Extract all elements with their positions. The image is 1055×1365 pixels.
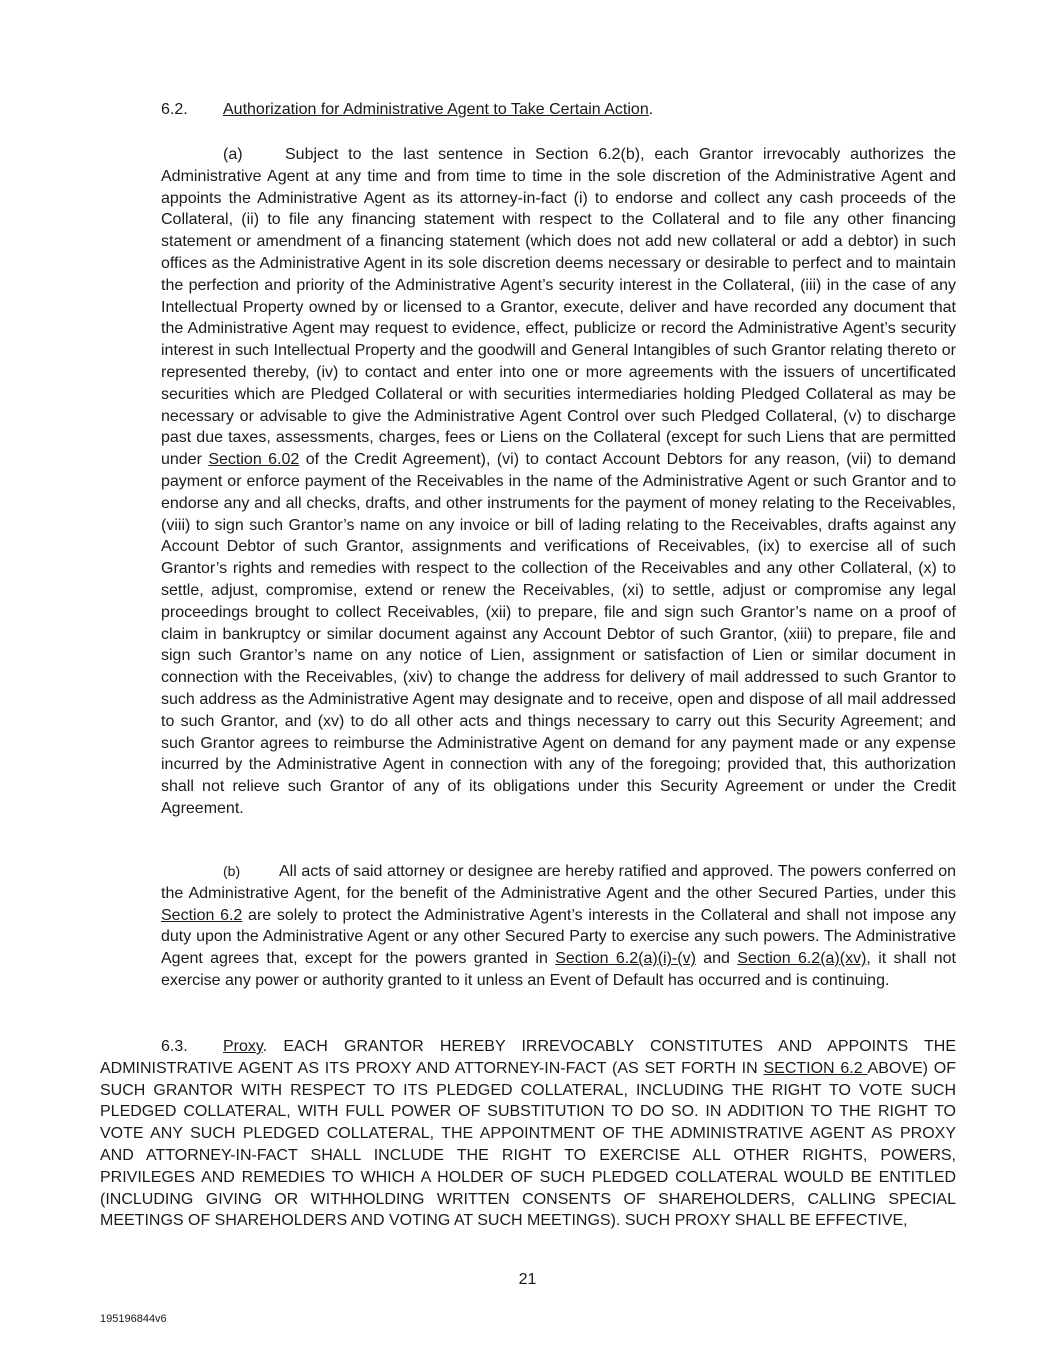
document-id: 195196844v6 <box>100 1313 167 1325</box>
section-6-2-title-end: . <box>648 101 654 118</box>
paragraph-b-text-1: All acts of said attorney or designee are hereby ratified and approved. The powers conferred on the Administrative Agent, for the benefit of the Administrative Agent and the other Secured Parties, under this <box>161 863 956 902</box>
section-6-3-number: 6.3. <box>161 1038 188 1055</box>
page-number: 21 <box>518 1271 537 1288</box>
paragraph-b-text-3: and <box>695 950 738 968</box>
paragraph-b-label: (b) <box>223 863 241 879</box>
paragraph-b <box>161 861 956 992</box>
section-6-3-text-2: ABOVE) OF SUCH GRANTOR WITH RESPECT TO ITS PLEDGED COLLATERAL, INCLUDING THE RIGHT TO VOTE SUCH PLEDGED COLLATERAL, WITH FULL POWER OF SUBSTITUTION TO DO SO. IN ADDITION TO THE RIGHT TO VOTE ANY SUCH PLEDGED COLLATERAL, THE APPOINTMENT OF THE ADMINISTRATIVE AGENT AS PROXY AND ATTORNEY-IN-FACT SHALL INCLUDE THE RIGHT TO EXERCISE ALL OTHER RIGHTS, POWERS, PRIVILEGES AND REMEDIES TO WHICH A HOLDER OF SUCH PLEDGED COLLATERAL WOULD BE ENTITLED (INCLUDING GIVING OR WITHHOLDING WRITTEN CONSENTS OF SHAREHOLDERS, CALLING SPECIAL MEETINGS OF SHAREHOLDERS AND VOTING AT SUCH MEETINGS). SUCH PROXY SHALL BE EFFECTIVE, <box>100 1059 957 1230</box>
section-6-2-a-xv-reference: Section 6.2(a)(xv) <box>737 950 867 968</box>
paragraph-b-text-2: are solely to protect the Administrative Agent’s interests in the Collateral and shall not impose any duty upon the Administrative Agent or any other Secured Party to exercise any such powers. The Administrative Agent agrees that, except for the powers granted in <box>161 906 956 968</box>
section-6-2-heading <box>161 100 653 120</box>
section-6-3-text-1: . EACH GRANTOR HEREBY IRREVOCABLY CONSTITUTES AND APPOINTS THE ADMINISTRATIVE AGENT AS ITS PROXY AND ATTORNEY-IN-FACT (AS SET FORTH IN <box>100 1038 956 1077</box>
section-6-2-a-i-v-reference: Section 6.2(a)(i)-(v) <box>555 950 696 968</box>
section-6-2-title: Authorization for Administrative Agent to Take Certain Action <box>223 101 649 118</box>
section-6-2-reference: Section 6.2 <box>161 906 243 924</box>
section-6-3 <box>100 1036 956 1232</box>
section-6-3-title: Proxy <box>223 1038 263 1055</box>
paragraph-a-text-2: of the Credit Agreement), (vi) to contact Account Debtors for any reason, (vii) to demand payment or enforce payment of the Receivables in the name of the Administrative Agent or such Grantor and to endorse any and all checks, drafts, and other instruments for the payment of money relating to the Receivables, (viii) to sign such Grantor’s name on any invoice or bill of lading relating to the Receivables, drafts against any Account Debtor of such Grantor, assignments and verifications of Receivables, (ix) to exercise all of such Grantor’s rights and remedies with respect to the collection of the Receivables and any other Collateral, (x) to settle, adjust, compromise, extend or renew the Receivables, (xi) to settle, adjust or compromise any legal proceedings brought to collect Receivables, (xii) to prepare, file and sign such Grantor’s name on a proof of claim in bankruptcy or similar document against any Account Debtor of such Grantor, (xiii) to prepare, file and sign such Grantor’s name on any notice of Lien, assignment or satisfaction of Lien or similar document in connection with the Receivables, (xiv) to change the address for delivery of mail addressed to such Grantor to such address as the Administrative Agent may designate and to receive, open and dispose of all mail addressed to such Grantor, and (xv) to do all other acts and things necessary to carry out this Security Agreement; and such Grantor agrees to reimburse the Administrative Agent on demand for any payment made or any expense incurred by the Administrative Agent in connection with any of the foregoing; provided that, this authorization shall not relieve such Grantor of any of its obligations under this Security Agreement or under the Credit Agreement. <box>161 451 956 817</box>
paragraph-b-text-4: , it shall not exercise any power or authority granted to it unless an Event of Default has occurred and is continuing. <box>161 950 957 989</box>
section-6-2-caps-reference: SECTION 6.2 <box>763 1059 868 1077</box>
paragraph-a <box>161 144 956 820</box>
section-6-2-number: 6.2. <box>161 101 188 118</box>
paragraph-a-label: (a) <box>223 146 243 163</box>
section-6-02-reference: Section 6.02 <box>208 451 300 469</box>
paragraph-a-text-1: Subject to the last sentence in Section 6.2(b), each Grantor irrevocably authorizes the Administrative Agent at any time and from time to time in the sole discretion of the Administrative Agent and appoints the Administrative Agent as its attorney-in-fact (i) to endorse and collect any cash proceeds of the Collateral, (ii) to file any financing statement with respect to the Collateral and to file any other financing statement or amendment of a financing statement (which does not add new collateral or add a debtor) in such offices as the Administrative Agent in its sole discretion deems necessary or desirable to perfect and to maintain the perfection and priority of the Administrative Agent’s security interest in the Collateral, (iii) in the case of any Intellectual Property owned by or licensed to a Grantor, execute, deliver and have recorded any document that the Administrative Agent may request to evidence, effect, publicize or record the Administrative Agent’s security interest in such Intellectual Property and the goodwill and General Intangibles of such Grantor relating thereto or represented thereby, (iv) to contact and enter into one or more agreements with the issuers of uncertificated securities which are Pledged Collateral or with securities intermediaries holding Pledged Collateral as may be necessary or advisable to give the Administrative Agent Control over such Pledged Collateral, (v) to discharge past due taxes, assessments, charges, fees or Liens on the Collateral (except for such Liens that are permitted under <box>161 146 956 469</box>
